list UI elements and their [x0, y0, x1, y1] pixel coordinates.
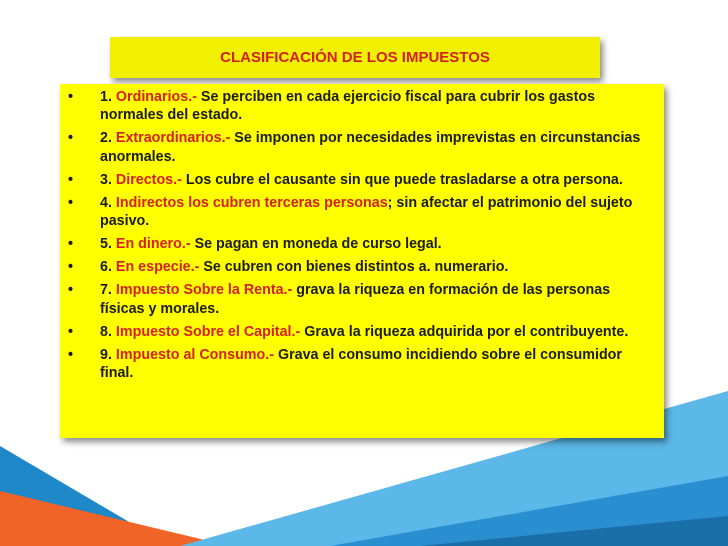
item-text: grava la riqueza en formación de las personas físicas y morales.	[100, 282, 611, 317]
item-number: 8.	[100, 323, 112, 340]
list-item	[60, 171, 664, 189]
list-item	[60, 88, 664, 125]
bullet-icon: •	[68, 282, 74, 299]
item-number: 1.	[100, 89, 112, 105]
item-number: 9.	[100, 346, 112, 363]
item-highlight: Impuesto Sobre la Renta.-	[115, 282, 293, 299]
list-item	[60, 323, 664, 341]
bullet-icon: •	[68, 346, 74, 363]
bullet-icon: •	[68, 89, 74, 105]
deco-orange-shape	[0, 491, 230, 546]
item-text: Grava el consumo incidiendo sobre el consumidor final.	[100, 346, 622, 382]
slide-title: CLASIFICACIÓN DE LOS IMPUESTOS	[110, 37, 600, 78]
item-number: 3.	[100, 171, 112, 188]
content-panel	[60, 84, 664, 438]
bullet-icon: •	[68, 171, 74, 188]
item-highlight: Ordinarios.-	[115, 89, 197, 105]
item-number: 5.	[100, 236, 112, 253]
item-text: Se pagan en moneda de curso legal.	[190, 236, 442, 253]
list-item	[60, 194, 664, 231]
item-highlight: Impuesto al Consumo.-	[115, 346, 274, 363]
item-highlight: Extraordinarios.-	[115, 130, 231, 147]
item-text: Grava la riqueza adquirida por el contribuyente.	[300, 323, 629, 340]
list-item	[60, 346, 664, 383]
tax-classification-list	[60, 84, 664, 383]
item-text: Se imponen por necesidades imprevistas en circunstancias anormales.	[100, 130, 641, 165]
bullet-icon: •	[68, 259, 74, 276]
item-number: 7.	[100, 282, 112, 299]
item-text: Los cubre el causante sin que puede trasladarse a otra persona.	[181, 171, 623, 188]
list-item	[60, 258, 664, 276]
bullet-icon: •	[68, 130, 74, 147]
item-highlight: En dinero.-	[115, 236, 191, 253]
item-highlight: Directos.-	[115, 171, 182, 188]
list-item	[60, 129, 664, 166]
item-text: Se perciben en cada ejercicio fiscal para cubrir los gastos normales del estado.	[100, 89, 596, 124]
bullet-icon: •	[68, 194, 74, 211]
list-item	[60, 281, 664, 318]
item-highlight: En especie.-	[115, 259, 200, 276]
item-number: 6.	[100, 259, 112, 276]
item-highlight: Indirectos los cubren terceras personas	[115, 194, 388, 211]
bullet-icon: •	[68, 236, 74, 253]
list-item	[60, 235, 664, 253]
item-text: Se cubren con bienes distintos a. numerario.	[199, 259, 509, 276]
bullet-icon: •	[68, 323, 74, 340]
item-number: 2.	[100, 130, 112, 147]
item-highlight: Impuesto Sobre el Capital.-	[115, 323, 301, 340]
item-text: ; sin afectar el patrimonio del sujeto pasivo.	[100, 194, 633, 230]
item-number: 4.	[100, 194, 112, 211]
